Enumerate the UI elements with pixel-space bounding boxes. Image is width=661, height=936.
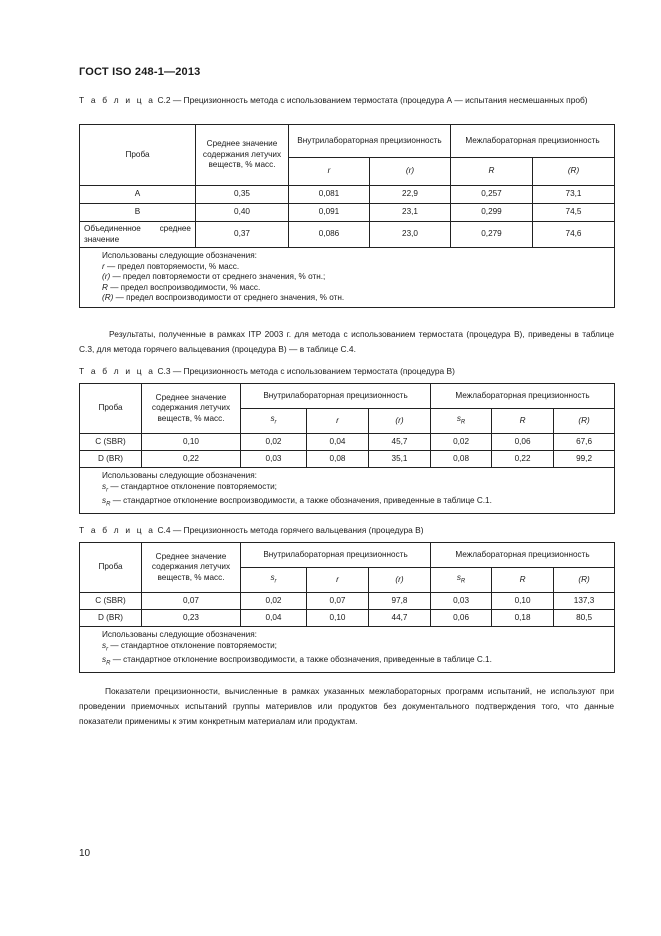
header-r: r — [307, 568, 369, 593]
header-r-rel: (r) — [370, 158, 451, 186]
cell-sample: C (SBR) — [80, 593, 142, 610]
cell-R-rel: 73,1 — [533, 186, 615, 204]
table-title: С.4 — Прецизионность метода горячего вальцевания (процедура В) — [155, 525, 424, 535]
header-intra: Внутрилабораторная прецизионность — [241, 384, 431, 409]
cell-R: 0,279 — [451, 222, 533, 248]
cell-R-rel: 74,6 — [533, 222, 615, 248]
note-line — [102, 283, 608, 294]
cell-r-rel: 97,8 — [369, 593, 431, 610]
table-row — [80, 451, 615, 468]
subscript: R — [460, 578, 466, 585]
note-symbol: s — [102, 481, 107, 491]
note-symbol: R — [102, 282, 108, 292]
cell-R: 0,10 — [492, 593, 554, 610]
header-mean: Среднее значение содержания летучих веществ, % масс. — [142, 543, 241, 593]
table-title: С.2 — Прецизионность метода с использованием термостата (процедура А — испытания несмешанных проб) — [155, 95, 588, 105]
table-row — [80, 222, 615, 248]
cell-mean: 0,22 — [142, 451, 241, 468]
header-intra: Внутрилабораторная прецизионность — [241, 543, 431, 568]
subscript: r — [274, 419, 277, 426]
cell-sR: 0,08 — [431, 451, 492, 468]
header-sr — [241, 568, 307, 593]
cell-r-rel: 45,7 — [369, 434, 431, 451]
cell-sR: 0,06 — [431, 610, 492, 627]
header-sR — [431, 568, 492, 593]
note-text: — предел воспроизводимости от среднего значения, % отн. — [113, 293, 345, 302]
table-c3 — [79, 383, 615, 514]
cell-r: 0,091 — [289, 204, 370, 222]
cell-r-rel: 23,1 — [370, 204, 451, 222]
header-mean: Среднее значение содержания летучих веществ, % масс. — [142, 384, 241, 434]
cell-r: 0,086 — [289, 222, 370, 248]
cell-R-rel: 99,2 — [554, 451, 615, 468]
table-row — [80, 204, 615, 222]
note-symbol: (R) — [102, 293, 114, 302]
note-line — [102, 655, 608, 669]
header-sample: Проба — [80, 384, 142, 434]
table-notes — [80, 468, 615, 514]
cell-mean: 0,10 — [142, 434, 241, 451]
note-line — [102, 262, 608, 273]
table-c2-caption — [79, 94, 614, 106]
header-r: r — [289, 158, 370, 186]
header-intra: Внутрилабораторная прецизионность — [289, 125, 451, 158]
table-row — [80, 186, 615, 204]
header-R: R — [492, 568, 554, 593]
cell-mean: 0,07 — [142, 593, 241, 610]
header-mean: Среднее значение содержания летучих веществ, % масс. — [196, 125, 289, 186]
cell-sr: 0,02 — [241, 434, 307, 451]
note-text: — предел воспроизводимости, % масс. — [107, 282, 261, 292]
note-text: — предел повторяемости, % масс. — [104, 261, 240, 271]
cell-sr: 0,02 — [241, 593, 307, 610]
cell-R: 0,18 — [492, 610, 554, 627]
cell-R-rel: 80,5 — [554, 610, 615, 627]
header-R: R — [492, 409, 554, 434]
header-sR — [431, 409, 492, 434]
cell-r: 0,07 — [307, 593, 369, 610]
cell-sr: 0,04 — [241, 610, 307, 627]
document-header: ГОСТ ISO 248-1—2013 — [79, 66, 201, 78]
table-row — [80, 593, 615, 610]
cell-mean: 0,23 — [142, 610, 241, 627]
table-row — [80, 610, 615, 627]
note-text: — стандартное отклонение воспроизводимости, а также обозначения, приведенные в таблице С.1. — [110, 654, 492, 664]
table-label: Т а б л и ц а — [79, 95, 156, 105]
cell-r: 0,081 — [289, 186, 370, 204]
note-line — [102, 293, 608, 304]
table-c4 — [79, 542, 615, 673]
paragraph-results: Результаты, полученные в рамках ITP 2003 г. для метода с использованием термостата (процедура В), приведены в таблице С.3, для метода горячего вальцевания (процедура В) — в таблице С.4. — [79, 329, 614, 354]
cell-sample: D (BR) — [80, 451, 142, 468]
cell-r-rel: 44,7 — [369, 610, 431, 627]
cell-r-rel: 35,1 — [369, 451, 431, 468]
note-symbol: s — [102, 495, 107, 505]
cell-R-rel: 67,6 — [554, 434, 615, 451]
table-notes — [80, 248, 615, 308]
cell-sample: Объединенное среднее значение — [80, 222, 196, 248]
cell-sample: B — [80, 204, 196, 222]
cell-sr: 0,03 — [241, 451, 307, 468]
note-text: — стандартное отклонение повторяемости; — [108, 640, 277, 650]
header-inter: Межлабораторная прецизионность — [451, 125, 615, 158]
cell-sample: D (BR) — [80, 610, 142, 627]
note-symbol: (r) — [102, 272, 111, 281]
note-line — [102, 272, 608, 283]
header-inter: Межлабораторная прецизионность — [431, 543, 615, 568]
subscript: r — [274, 578, 277, 585]
note-text: — стандартное отклонение воспроизводимости, а также обозначения, приведенные в таблице С.1. — [110, 495, 492, 505]
notes-intro: Использованы следующие обозначения: — [102, 471, 257, 480]
note-subscript: r — [106, 646, 109, 653]
cell-R: 0,22 — [492, 451, 554, 468]
page-number: 10 — [79, 848, 91, 859]
header-sample: Проба — [80, 125, 196, 186]
table-row — [80, 434, 615, 451]
header-R-rel: (R) — [554, 568, 615, 593]
cell-mean: 0,40 — [196, 204, 289, 222]
notes-intro: Использованы следующие обозначения: — [102, 251, 257, 260]
subscript: R — [460, 419, 466, 426]
cell-R-rel: 74,5 — [533, 204, 615, 222]
note-symbol: s — [102, 640, 107, 650]
cell-sample: A — [80, 186, 196, 204]
cell-mean: 0,35 — [196, 186, 289, 204]
table-title: С.3 — Прецизионность метода с использованием термостата (процедура В) — [155, 366, 455, 376]
header-sample: Проба — [80, 543, 142, 593]
cell-r-rel: 23,0 — [370, 222, 451, 248]
header-inter: Межлабораторная прецизионность — [431, 384, 615, 409]
note-symbol: s — [102, 654, 107, 664]
cell-R: 0,299 — [451, 204, 533, 222]
note-text: — предел повторяемости от среднего значения, % отн.; — [110, 272, 326, 281]
cell-r: 0,04 — [307, 434, 369, 451]
cell-mean: 0,37 — [196, 222, 289, 248]
header-R-rel: (R) — [533, 158, 615, 186]
table-label: Т а б л и ц а — [79, 525, 156, 535]
symbol: s — [270, 572, 275, 582]
note-subscript: R — [106, 660, 111, 667]
note-symbol: r — [102, 261, 105, 271]
note-line — [102, 641, 608, 655]
cell-sample: C (SBR) — [80, 434, 142, 451]
note-line — [102, 496, 608, 510]
cell-r: 0,08 — [307, 451, 369, 468]
header-r-rel: (r) — [369, 568, 431, 593]
cell-R-rel: 137,3 — [554, 593, 615, 610]
note-text: — стандартное отклонение повторяемости; — [108, 481, 277, 491]
symbol: s — [456, 413, 461, 423]
cell-r: 0,10 — [307, 610, 369, 627]
note-subscript: r — [106, 487, 109, 494]
cell-sR: 0,03 — [431, 593, 492, 610]
table-c4-caption — [79, 524, 424, 536]
table-notes — [80, 627, 615, 673]
cell-sR: 0,02 — [431, 434, 492, 451]
header-R: R — [451, 158, 533, 186]
header-sr — [241, 409, 307, 434]
header-r: r — [307, 409, 369, 434]
paragraph-applicability: Показатели прецизионности, вычисленные в рамках указанных межлабораторных программ испытаний, не используют при проведении приемочных испытаний группы материвлов или продуктов без документального подтверждения того, что данные показатели применимы к этим конкретным материалам или продуктам. — [79, 686, 614, 726]
cell-r-rel: 22,9 — [370, 186, 451, 204]
header-R-rel: (R) — [554, 409, 615, 434]
notes-intro: Использованы следующие обозначения: — [102, 630, 257, 639]
symbol: s — [456, 572, 461, 582]
header-r-rel: (r) — [369, 409, 431, 434]
table-c3-caption — [79, 365, 455, 377]
symbol: s — [270, 413, 275, 423]
cell-R: 0,257 — [451, 186, 533, 204]
cell-R: 0,06 — [492, 434, 554, 451]
table-label: Т а б л и ц а — [79, 366, 156, 376]
note-line — [102, 482, 608, 496]
table-c2 — [79, 124, 615, 308]
note-subscript: R — [106, 501, 111, 508]
